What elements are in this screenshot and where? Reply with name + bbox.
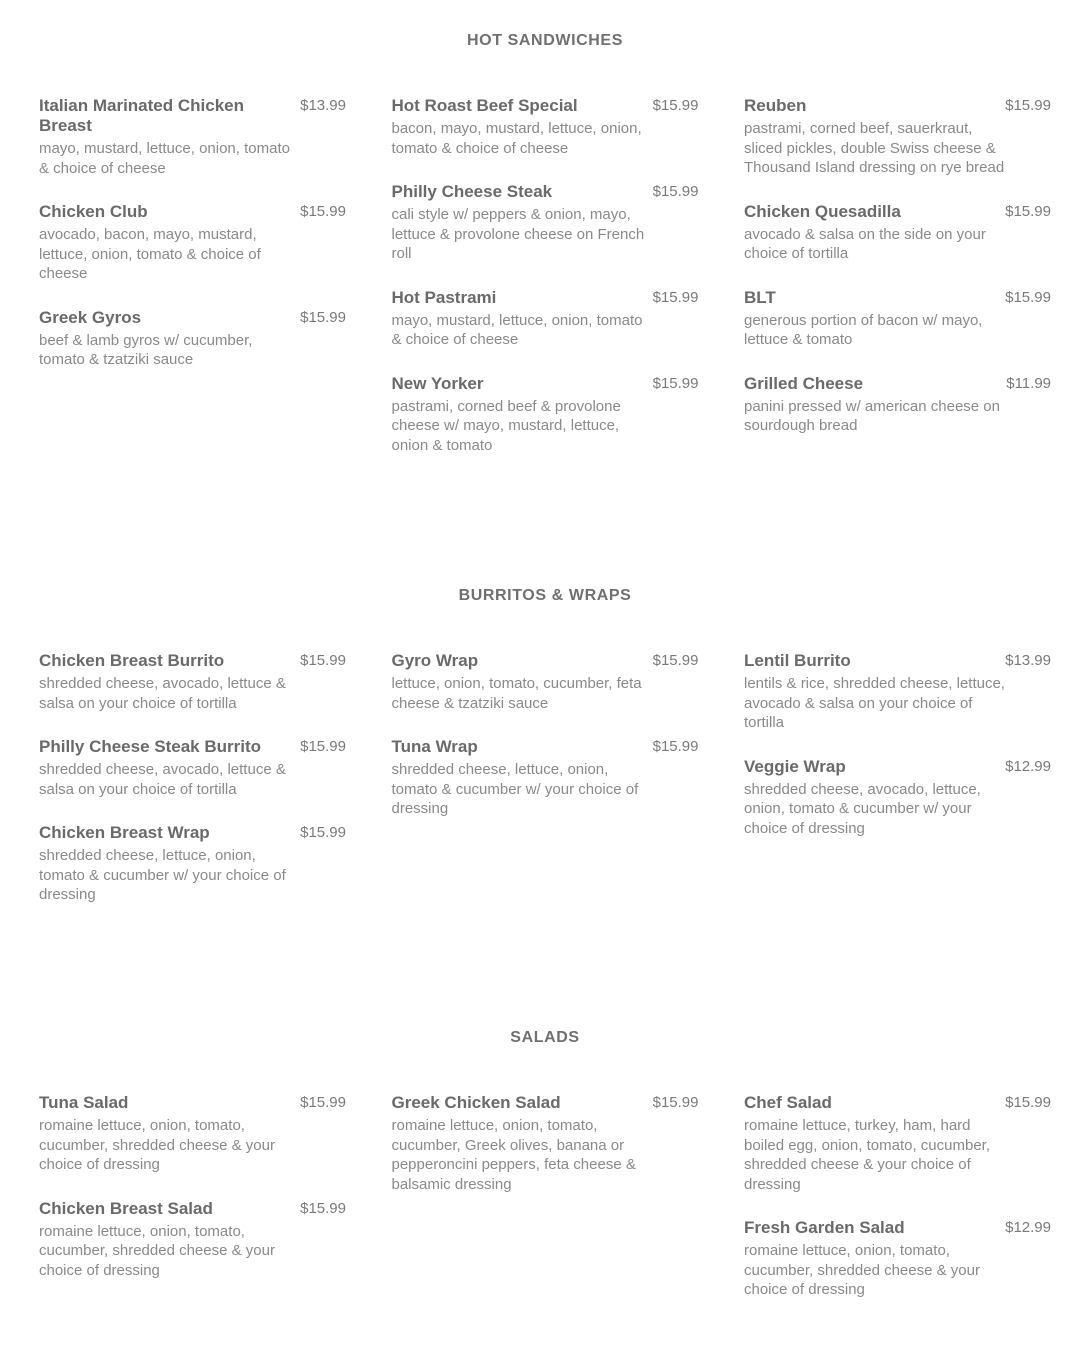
menu-item-price: $15.99 — [1005, 97, 1051, 114]
section-title: SALADS — [510, 1029, 580, 1046]
menu-item-name: Tuna Wrap — [391, 737, 478, 756]
menu-item-header — [744, 1218, 1051, 1238]
menu-item — [39, 651, 346, 713]
menu-item — [392, 374, 699, 456]
menu-item — [39, 1093, 346, 1175]
menu-item-description: romaine lettuce, onion, tomato, cucumber, shredded cheese & your choice of dressing — [39, 1117, 275, 1173]
menu-item-header — [392, 651, 699, 671]
menu-item — [744, 1093, 1051, 1194]
menu-column — [392, 1093, 699, 1324]
menu-item-name: Chicken Club — [39, 202, 148, 221]
menu-item — [392, 737, 699, 819]
menu-item-name: Chicken Breast Wrap — [39, 823, 210, 842]
menu-item-description: shredded cheese, avocado, lettuce & salsa on your choice of tortilla — [39, 675, 286, 712]
menu-item-description: generous portion of bacon w/ mayo, lettuce & tomato — [744, 311, 983, 348]
menu-column — [744, 1093, 1051, 1324]
menu-item-name: Hot Roast Beef Special — [391, 96, 578, 115]
menu-item-name: Hot Pastrami — [391, 287, 497, 307]
menu-item — [39, 308, 346, 370]
menu-item-price: $15.99 — [300, 1094, 346, 1111]
menu-item-header — [744, 1093, 1051, 1113]
menu-item-description: romaine lettuce, onion, tomato, cucumber, shredded cheese & your choice of dressing — [39, 1222, 275, 1279]
menu-item-description: shredded cheese, lettuce, onion, tomato & cucumber w/ your choice of dressing — [39, 847, 286, 903]
menu-column — [392, 96, 699, 479]
menu-item-name: New Yorker — [391, 373, 484, 393]
menu-item-price: $15.99 — [300, 1199, 346, 1217]
menu-item-description: mayo, mustard, lettuce, onion, tomato & choice of cheese — [391, 311, 643, 348]
menu-item-header — [392, 182, 699, 202]
menu-item-price: $12.99 — [1005, 1219, 1051, 1236]
menu-item-name: Reuben — [744, 96, 807, 115]
menu-item-header — [39, 823, 346, 843]
menu-item-description: beef & lamb gyros w/ cucumber, tomato & tzatziki sauce — [39, 331, 253, 368]
menu-item — [744, 374, 1051, 436]
menu-item-header — [744, 651, 1051, 671]
menu-item-price: $13.99 — [1005, 652, 1051, 669]
menu-item-price: $15.99 — [1005, 288, 1051, 306]
menu-item-description: bacon, mayo, mustard, lettuce, onion, tomato & choice of cheese — [391, 120, 642, 157]
menu-item-name: Greek Gyros — [39, 307, 142, 327]
menu-item-name: Philly Cheese Steak — [391, 182, 553, 201]
menu-item — [392, 288, 699, 350]
menu-item-header — [392, 96, 699, 116]
menu-item-name: BLT — [744, 287, 776, 307]
menu-item-description: romaine lettuce, turkey, ham, hard boiled egg, onion, tomato, cucumber, shredded cheese & your choice of dressing — [744, 1117, 990, 1193]
menu-item — [392, 182, 699, 264]
section-title: BURRITOS & WRAPS — [458, 587, 632, 604]
menu-item-description: cali style w/ peppers & onion, mayo, lettuce & provolone cheese on French roll — [391, 206, 645, 262]
menu-item-header — [392, 737, 699, 757]
menu-item-price: $15.99 — [652, 652, 699, 669]
menu-item-name: Chicken Breast Burrito — [39, 651, 225, 670]
menu-item-price: $15.99 — [300, 308, 346, 326]
menu-item-name: Tuna Salad — [39, 1093, 129, 1112]
menu-item-header — [392, 374, 699, 394]
menu-item-header — [39, 737, 346, 757]
menu-item-name: Chicken Breast Salad — [39, 1198, 213, 1218]
section-title: HOT SANDWICHES — [467, 32, 623, 49]
menu-item — [744, 1218, 1051, 1300]
menu-column — [39, 1093, 346, 1324]
menu-item-description: shredded cheese, avocado, lettuce & salsa on your choice of tortilla — [39, 761, 286, 798]
menu-section-salads — [0, 1029, 1090, 1298]
menu-section-burritos-wraps — [0, 587, 1090, 903]
menu-item-name: Veggie Wrap — [744, 756, 846, 776]
menu-item-name: Gyro Wrap — [391, 651, 479, 670]
menu-item-description: lentils & rice, shredded cheese, lettuce, avocado & salsa on your choice of tortilla — [744, 675, 1005, 731]
menu-item-price: $12.99 — [1005, 757, 1051, 775]
menu-item-header — [744, 96, 1051, 116]
menu-item-name: Grilled Cheese — [744, 373, 864, 393]
menu-column — [392, 651, 699, 929]
menu-item-description: avocado, bacon, mayo, mustard, lettuce, onion, tomato & choice of cheese — [39, 226, 261, 282]
menu-item-header — [744, 757, 1051, 777]
menu-item — [39, 202, 346, 284]
menu-item-header — [392, 288, 699, 308]
menu-item-name: Chicken Quesadilla — [744, 201, 901, 221]
menu-item-price: $15.99 — [652, 288, 699, 306]
menu-item-name: Greek Chicken Salad — [391, 1093, 561, 1112]
menu-item-price: $15.99 — [652, 1094, 699, 1111]
menu-item-description: romaine lettuce, onion, tomato, cucumber, Greek olives, banana or pepperoncini peppers, feta cheese & balsamic dressing — [391, 1117, 636, 1193]
menu-item-name: Philly Cheese Steak Burrito — [39, 737, 262, 756]
menu-item — [744, 96, 1051, 178]
menu-item-header — [744, 288, 1051, 308]
menu-item-price: $13.99 — [300, 97, 346, 114]
menu-item — [39, 737, 346, 799]
menu-item — [39, 823, 346, 905]
menu-item-header — [392, 1093, 699, 1113]
menu-item-price: $15.99 — [300, 738, 346, 755]
menu-item-header — [744, 374, 1051, 394]
menu-item-name: Chef Salad — [744, 1093, 832, 1112]
menu-item — [39, 1199, 346, 1281]
menu-item-description: pastrami, corned beef, sauerkraut, sliced pickles, double Swiss cheese & Thousand Island dressing on rye bread — [744, 120, 1005, 176]
menu-item-header — [39, 1199, 346, 1219]
menu-item-price: $11.99 — [1006, 374, 1051, 392]
menu-item-price: $15.99 — [1005, 1094, 1051, 1111]
menu-item-description: shredded cheese, lettuce, onion, tomato & cucumber w/ your choice of dressing — [391, 761, 639, 817]
menu-item-description: panini pressed w/ american cheese on sourdough bread — [744, 397, 1000, 434]
menu-item-name: Italian Marinated Chicken Breast — [39, 96, 244, 135]
menu-item — [392, 651, 699, 713]
menu-item-description: shredded cheese, avocado, lettuce, onion, tomato & cucumber w/ your choice of dressing — [744, 780, 981, 837]
menu-item-price: $15.99 — [1005, 202, 1051, 220]
menu-item-header — [39, 308, 346, 328]
menu-item-header — [39, 202, 346, 222]
menu-item-price: $15.99 — [652, 97, 699, 114]
menu-column — [39, 96, 346, 479]
menu-column — [744, 96, 1051, 479]
menu-item-price: $15.99 — [652, 738, 699, 755]
menu-item — [744, 288, 1051, 350]
menu-item — [392, 1093, 699, 1194]
menu-item-header — [39, 96, 346, 136]
menu-item-description: lettuce, onion, tomato, cucumber, feta cheese & tzatziki sauce — [391, 675, 642, 712]
menu-grid — [39, 651, 1051, 929]
menu-item-name: Lentil Burrito — [744, 651, 851, 670]
menu-item-description: pastrami, corned beef & provolone cheese w/ mayo, mustard, lettuce, onion & tomato — [391, 397, 621, 454]
menu-item-header — [39, 651, 346, 671]
menu-item — [744, 651, 1051, 733]
menu-item-price: $15.99 — [300, 203, 346, 220]
menu-item-price: $15.99 — [300, 824, 346, 841]
menu-item-price: $15.99 — [652, 183, 699, 200]
menu-item — [39, 96, 346, 178]
menu-item — [392, 96, 699, 158]
menu-section-hot-sandwiches — [0, 32, 1090, 454]
menu-item-description: avocado & salsa on the side on your choice of tortilla — [744, 225, 986, 262]
menu-item-price: $15.99 — [652, 374, 699, 392]
menu-item-description: romaine lettuce, onion, tomato, cucumber, shredded cheese & your choice of dressing — [744, 1242, 980, 1298]
menu-grid — [39, 96, 1051, 479]
menu-item — [744, 202, 1051, 264]
menu-item-price: $15.99 — [300, 652, 346, 669]
menu-column — [744, 651, 1051, 929]
menu-grid — [39, 1093, 1051, 1324]
menu-item-header — [39, 1093, 346, 1113]
menu-item — [744, 757, 1051, 839]
menu-item-name: Fresh Garden Salad — [744, 1218, 905, 1237]
menu-column — [39, 651, 346, 929]
menu-item-description: mayo, mustard, lettuce, onion, tomato & choice of cheese — [39, 140, 290, 177]
menu-item-header — [744, 202, 1051, 222]
